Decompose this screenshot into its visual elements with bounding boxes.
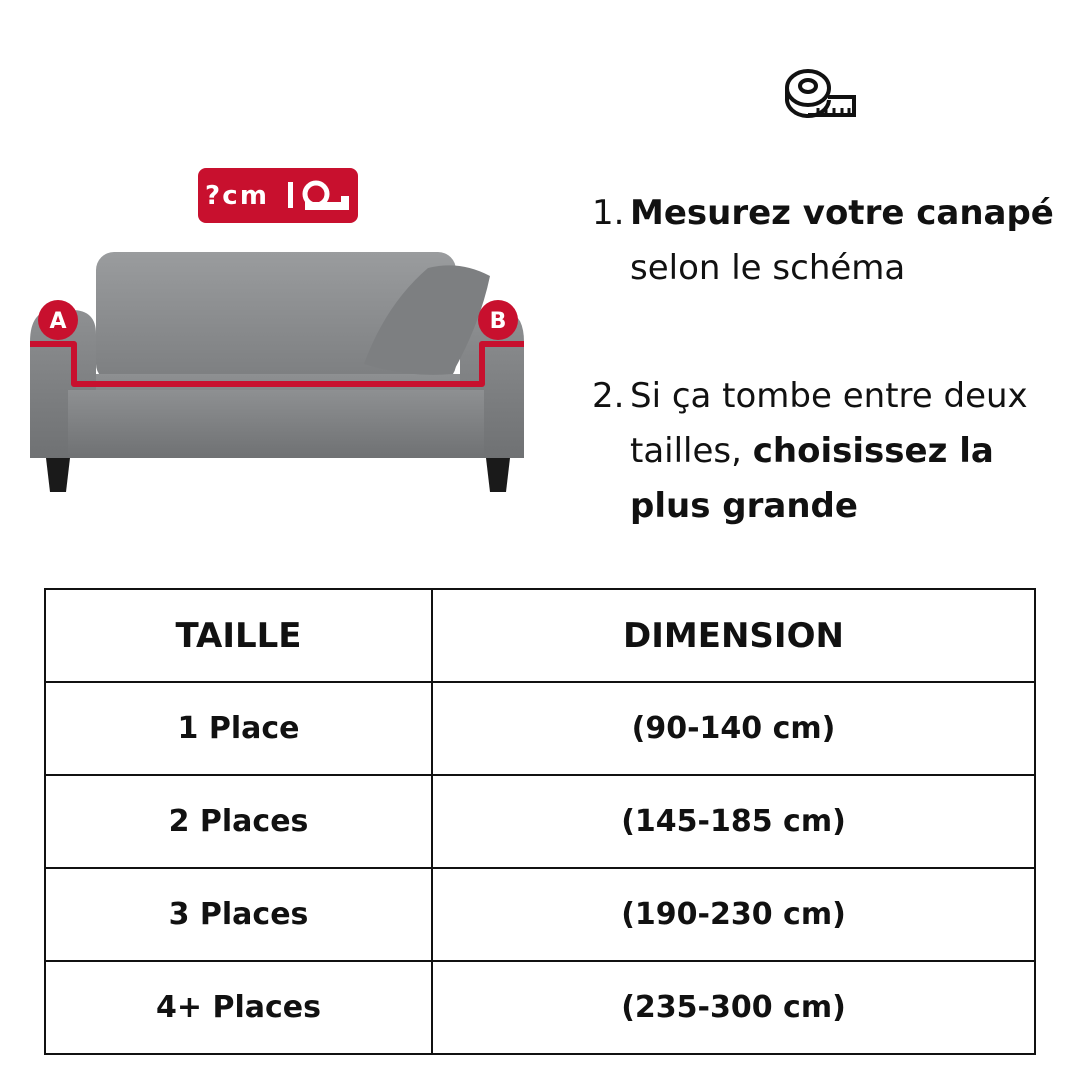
- size-cell: 3 Places: [45, 868, 432, 961]
- step-2: [592, 369, 1028, 534]
- table-row: [45, 961, 1035, 1054]
- header-dimension: DIMENSION: [432, 589, 1035, 682]
- size-cell: 1 Place: [45, 682, 432, 775]
- step-1: [592, 186, 1054, 296]
- marker-a-label: A: [49, 309, 67, 334]
- step-2-line2-bold: choisissez la: [752, 431, 994, 471]
- table-row: [45, 868, 1035, 961]
- tape-measure-icon: [784, 66, 858, 120]
- step-1-line2: selon le schéma: [630, 248, 906, 288]
- size-cell: 4+ Places: [45, 961, 432, 1054]
- table-header-row: [45, 589, 1035, 682]
- size-table: [44, 588, 1036, 1055]
- dimension-cell: (235-300 cm): [432, 961, 1035, 1054]
- measure-badge: [198, 168, 358, 223]
- step-2-line1: Si ça tombe entre deux: [630, 376, 1028, 416]
- step-1-number: 1.: [592, 193, 625, 233]
- header-taille: TAILLE: [45, 589, 432, 682]
- marker-a: [38, 300, 78, 340]
- step-2-line3: plus grande: [630, 486, 858, 526]
- table-row: [45, 775, 1035, 868]
- marker-b-label: B: [489, 309, 507, 334]
- step-1-line1: Mesurez votre canapé: [630, 193, 1054, 233]
- marker-b: [478, 300, 518, 340]
- dimension-cell: (145-185 cm): [432, 775, 1035, 868]
- step-2-number: 2.: [592, 376, 625, 416]
- step-2-line2-normal: tailles,: [630, 431, 753, 471]
- sofa-diagram: [24, 164, 534, 498]
- size-cell: 2 Places: [45, 775, 432, 868]
- dimension-cell: (190-230 cm): [432, 868, 1035, 961]
- dimension-cell: (90-140 cm): [432, 682, 1035, 775]
- table-row: [45, 682, 1035, 775]
- measure-badge-label: ?cm: [205, 181, 267, 211]
